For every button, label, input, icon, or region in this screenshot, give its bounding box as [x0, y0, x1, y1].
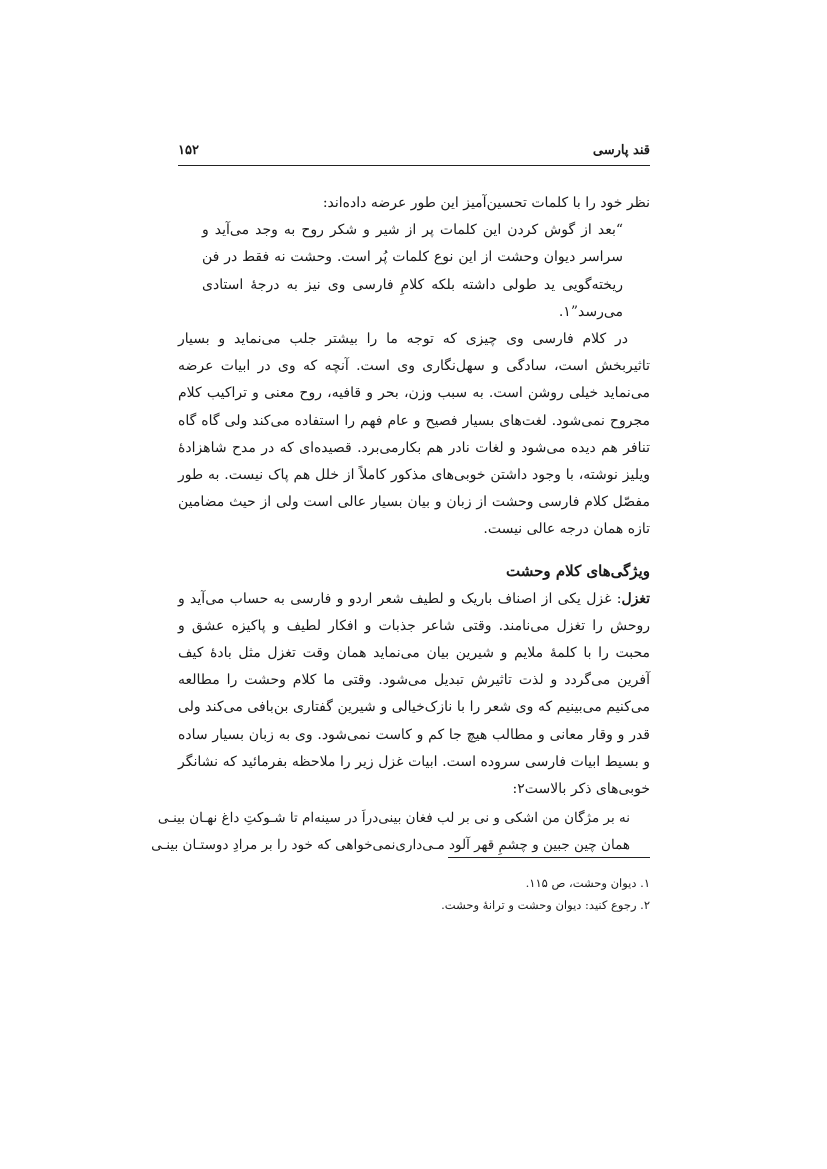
term-ghazal: تغزل [621, 590, 650, 607]
main-text [151, 190, 650, 859]
hemistich: دراَ در سینه‌ام تا شـوکتِ داغ نهـان بینـی [157, 810, 379, 827]
page-header [178, 143, 650, 165]
hemistich: نمی‌خواهی که خود را بر مرادِ دوستـان بینـی [151, 837, 396, 854]
verse-block [151, 805, 630, 859]
footnote-rule [448, 857, 650, 858]
verse-line [157, 805, 630, 832]
section-heading: ویژگی‌های کلام وحشت [505, 561, 650, 580]
running-title: قند پارسی [592, 143, 650, 158]
hemistich: همان چین جبین و چشمِ قهر آلود مـی‌داری [395, 837, 630, 854]
block-quote: “بعد از گوش کردن این کلمات پر از شیر و شکر روح به وجد می‌آید و سراسر دیوان وحشت از این نوع کلمات پُر است. وحشت نه فقط در فن ریخته‌گویی ید طولی داشته بلکه کلامِ فارسی وی نیز به درجهٔ استادی می‌رسد”۱. [202, 222, 623, 320]
hemistich: نه بر مژگان من اشکی و نی بر لب فغان بینی [378, 810, 630, 827]
footnote: ۱. دیوان وحشت، ص ۱۱۵. [525, 876, 650, 890]
intro-line: نظر خود را با کلمات تحسین‌آمیز این طور عرضه داده‌اند: [322, 195, 650, 211]
paragraph [178, 586, 650, 804]
page-number: ۱۵۲ [178, 143, 199, 158]
paragraph-text: : غزل یکی از اصناف باریک و لطیف شعر اردو و فارسی به حساب می‌آید و روحش را تغزل می‌نامند. وقتی شاعر جذبات و افکار لطیف و پاکیزه عشق و محبت را با کلمهٔ ملایم و شیرین بیان می‌نماید همان وقت تغزل مثل بادهٔ کیف آفرین می‌گردد و لذت تاثیرش تبدیل می‌شود. وقتی ما کلام وحشت را مطالعه می‌کنیم می‌بینیم که وی شعر را با نازک‌خیالی و شیرین گفتاری بن‌بافی می‌کند ولی قدر و وقار معانی و مطالب هیچ جا کم و کاست نمی‌شود. وی به زبان بسیار ساده و بسیط ابیات فارسی سروده است. ابیات غزل زیر را ملاحظه بفرمائید که نشانگر خوبی‌های ذکر بالاست۲: [178, 590, 650, 798]
footnote: ۲. رجوع کنید: دیوان وحشت و ترانهٔ وحشت. [441, 898, 650, 912]
verse-line [151, 832, 630, 859]
header-rule [178, 165, 650, 166]
paragraph: در کلام فارسی وی چیزی که توجه ما را بیشتر جلب می‌نماید و بسیار تاثیربخش است، سادگی و سهل‌نگاری وی است. آنچه که وی در ابیات عرضه می‌نماید خیلی روشن است. به سبب وزن، بحر و قافیه، روح معنی و تراکیب کلام مجروح نمی‌شود. لغت‌های بسیار فصیح و عام فهم را استفاده می‌کند ولی گاه گاه تنافر هم دیده می‌شود و لغات نادر هم بکارمی‌برد. قصیده‌ای که در مدح شاهزادهٔ ویلیز نوشته، با وجود داشتن خوبی‌های مذکور کاملاً از خلل هم پاک نیست. به طور مفصّل کلام فارسی وحشت از زبان و بیان بسیار عالی است ولی از حیث مضامین تازه همان درجه عالی نیست. [178, 331, 650, 538]
footnotes [178, 872, 650, 916]
